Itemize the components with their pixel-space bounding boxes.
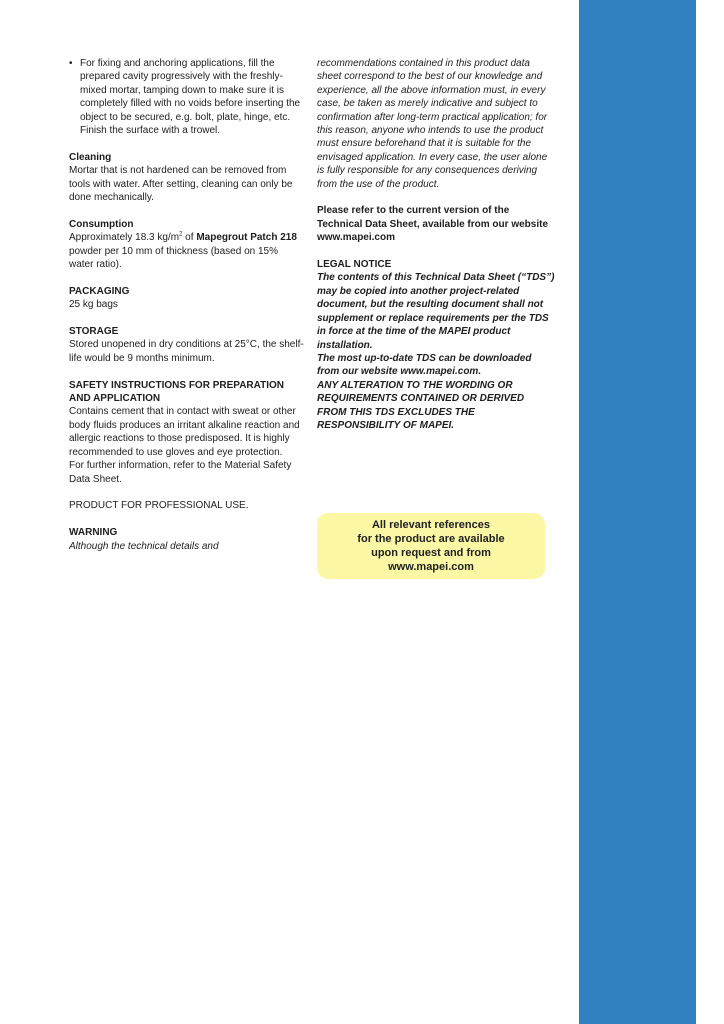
references-line: for the product are available — [357, 533, 505, 545]
legal-notice-text-2: The most up-to-date TDS can be downloaded from our website www.mapei.com. — [317, 352, 532, 378]
right-column — [317, 57, 555, 432]
cleaning-heading: Cleaning — [69, 151, 112, 163]
packaging-text: 25 kg bags — [69, 299, 118, 311]
warning-text-continued: recommendations contained in this product data sheet correspond to the best of our knowledge and experience, all the above information must, in every case, be taken as merely indicative and subject to confirmation after long-term practical application; for this reason, anyone who intends to use the product must ensure beforehand that it is suitable for the envisaged application. In every case, the user alone is fully responsible for any consequences deriving from the use of the product. — [317, 58, 548, 190]
cleaning-text: Mortar that is not hardened can be removed from tools with water. After setting, cleaning can only be done mechanically. — [69, 165, 293, 204]
side-color-bar — [579, 0, 696, 1024]
safety-heading: SAFETY INSTRUCTIONS FOR PREPARATION AND APPLICATION — [69, 379, 285, 405]
warning-text: Although the technical details and — [69, 540, 219, 552]
references-line: www.mapei.com — [388, 561, 474, 573]
safety-text-2: For further information, refer to the Material Safety Data Sheet. — [69, 460, 292, 485]
consumption-unit-sup: 2 — [179, 231, 183, 238]
consumption-text — [69, 231, 305, 271]
consumption-text-b: of — [182, 232, 197, 244]
professional-use-text: PRODUCT FOR PROFESSIONAL USE. — [69, 500, 249, 512]
legal-notice-text-3: ANY ALTERATION TO THE WORDING OR REQUIREMENTS CONTAINED OR DERIVED FROM THIS TDS EXCLUDES THE RESPONSIBILITY OF MAPEI. — [317, 379, 525, 431]
refer-text: Please refer to the current version of the Technical Data Sheet, available from our website www.mapei.com — [317, 205, 549, 244]
product-name: Mapegrout Patch 218 — [196, 232, 297, 244]
references-line: upon request and from — [371, 547, 491, 559]
left-column — [69, 57, 305, 553]
consumption-text-c: powder per 10 mm of thickness (based on 15% water ratio). — [69, 245, 278, 271]
warning-heading: WARNING — [69, 527, 118, 539]
references-box — [317, 513, 545, 579]
safety-text: Contains cement that in contact with sweat or other body fluids produces an irritant alkaline reaction and allergic reactions to those predisposed. It is highly recommended to use gloves and eye protection. — [69, 406, 300, 458]
packaging-heading: PACKAGING — [69, 285, 130, 297]
bullet-icon: • — [69, 58, 73, 69]
storage-text: Stored unopened in dry conditions at 25°C, the shelf-life would be 9 months minimum. — [69, 339, 304, 364]
consumption-text-a: Approximately 18.3 kg/m — [69, 232, 180, 244]
storage-heading: STORAGE — [69, 326, 119, 338]
legal-notice-text: The contents of this Technical Data Sheet (“TDS”) may be copied into another project-related document, but the resulting document shall not supplement or replace requirements per the TDS in force at the time of the MAPEI product installation. — [317, 272, 555, 351]
bullet-text: For fixing and anchoring applications, fill the prepared cavity progressively with the freshly-mixed mortar, tamping down to make sure it is completely filled with no voids before inserting the object to be secured, e.g. bolt, plate, hinge, etc. Finish the surface with a trowel. — [80, 58, 301, 137]
references-line: All relevant references — [371, 519, 490, 531]
consumption-heading: Consumption — [69, 218, 134, 230]
legal-notice-heading: LEGAL NOTICE — [317, 259, 392, 271]
list-item — [69, 57, 305, 137]
